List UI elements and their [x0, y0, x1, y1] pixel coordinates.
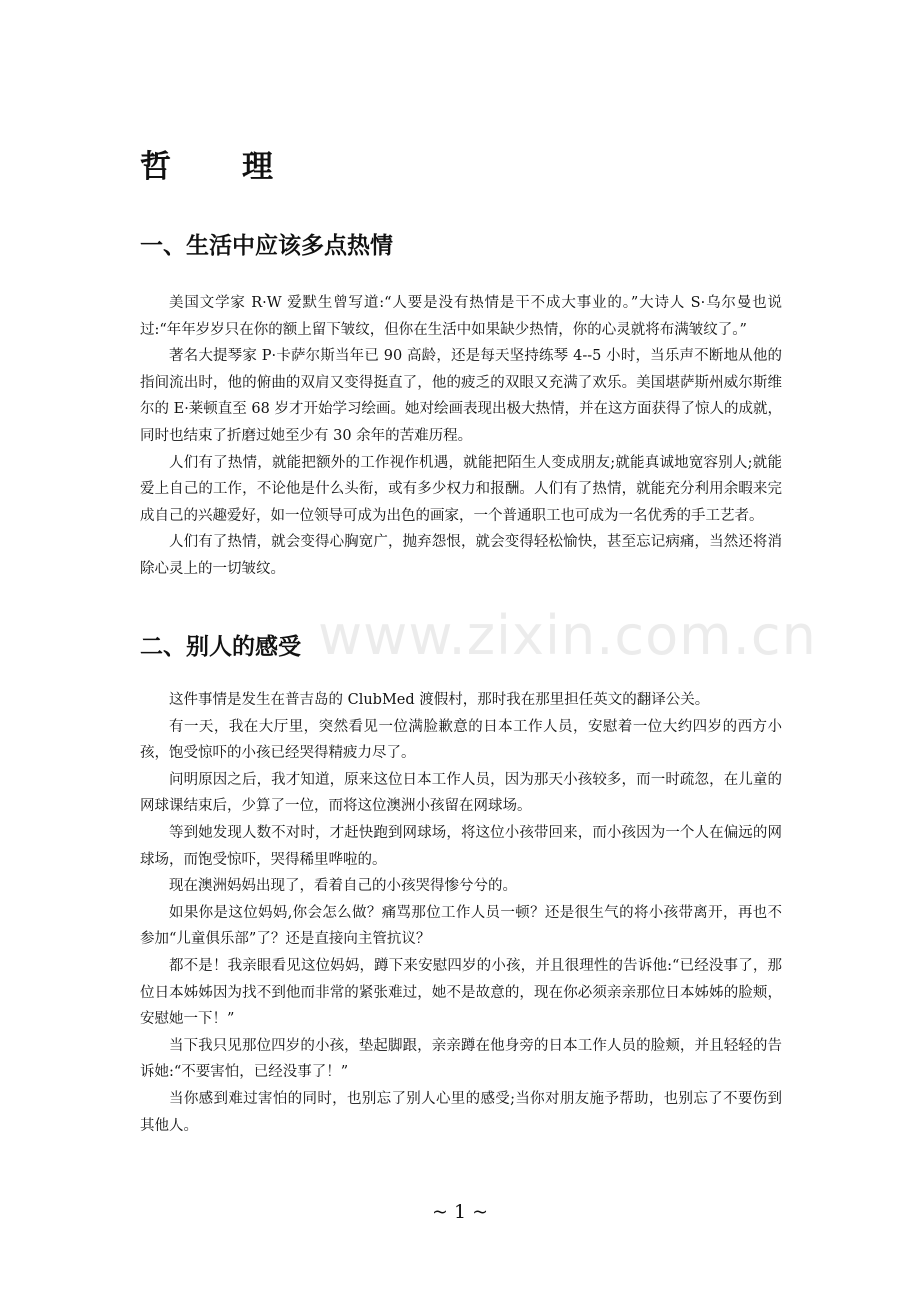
paragraph: 美国文学家 R·W 爱默生曾写道:“人要是没有热情是干不成大事业的。”大诗人 S·乌尔曼也说过:“年年岁岁只在你的额上留下皱纹，但你在生活中如果缺少热情，你的心灵就将布满皱纹了。”: [140, 295, 782, 338]
paragraph: 当下我只见那位四岁的小孩，垫起脚跟，亲亲蹲在他身旁的日本工作人员的脸颊，并且轻轻的告诉她:“不要害怕，已经没事了！”: [140, 1037, 782, 1081]
paragraph: 人们有了热情，就会变得心胸宽广，抛弃怨恨，就会变得轻松愉快，甚至忘记病痛，当然还将消除心灵上的一切皱纹。: [140, 534, 782, 577]
watermark: www.zixin.com.cn: [318, 604, 817, 667]
paragraph: 如果你是这位妈妈,你会怎么做？痛骂那位工作人员一顿？还是很生气的将小孩带离开，再也不参加“儿童俱乐部”了？还是直接向主管抗议？: [140, 904, 782, 948]
section-heading-2: 二、别人的感受: [140, 634, 301, 660]
paragraph: 现在澳洲妈妈出现了，看着自己的小孩哭得惨兮兮的。: [169, 878, 517, 895]
paragraph: 当你感到难过害怕的同时，也别忘了别人心里的感受;当你对朋友施予帮助，也别忘了不要伤到其他人。: [140, 1090, 782, 1134]
section-body-2: [140, 687, 782, 1139]
paragraph: 等到她发现人数不对时，才赶快跑到网球场，将这位小孩带回来，而小孩因为一个人在偏远的网球场，而饱受惊吓，哭得稀里哗啦的。: [140, 824, 782, 868]
paragraph: 著名大提琴家 P·卡萨尔斯当年已 90 高龄，还是每天坚持练琴 4--5 小时，当乐声不断地从他的指间流出时，他的俯曲的双肩又变得挺直了，他的疲乏的双眼又充满了欢乐。美国堪萨斯州威尔斯维尔的 E·莱顿直至 68 岁才开始学习绘画。她对绘画表现出极大热情，并在这方面获得了惊人的成就，同时也结束了折磨过她至少有 30 余年的苦难历程。: [140, 348, 782, 444]
section-heading-1: 一、生活中应该多点热情: [140, 233, 393, 259]
section-body-1: [140, 290, 782, 583]
paragraph: 问明原因之后，我才知道，原来这位日本工作人员，因为那天小孩较多，而一时疏忽，在儿童的网球课结束后，少算了一位，而将这位澳洲小孩留在网球场。: [140, 771, 782, 815]
paragraph: 有一天，我在大厅里，突然看见一位满脸歉意的日本工作人员，安慰着一位大约四岁的西方小孩，饱受惊吓的小孩已经哭得精疲力尽了。: [140, 718, 782, 762]
paragraph: 都不是！我亲眼看见这位妈妈，蹲下来安慰四岁的小孩，并且很理性的告诉他:“已经没事了，那位日本姊姊因为找不到他而非常的紧张难过，她不是故意的，现在你必须亲亲那位日本姊姊的脸颊，安慰她一下！”: [140, 957, 782, 1028]
paragraph: 人们有了热情，就能把额外的工作视作机遇，就能把陌生人变成朋友;就能真诚地宽容别人;就能爱上自己的工作，不论他是什么头衔，或有多少权力和报酬。人们有了热情，就能充分利用余暇来完成自己的兴趣爱好，如一位领导可成为出色的画家，一个普通职工也可成为一名优秀的手工艺者。: [140, 454, 782, 524]
paragraph: 这件事情是发生在普吉岛的 ClubMed 渡假村，那时我在那里担任英文的翻译公关。: [169, 692, 710, 708]
page-number: ~ 1 ~: [431, 1201, 488, 1223]
document-title: 哲 理: [140, 149, 293, 185]
